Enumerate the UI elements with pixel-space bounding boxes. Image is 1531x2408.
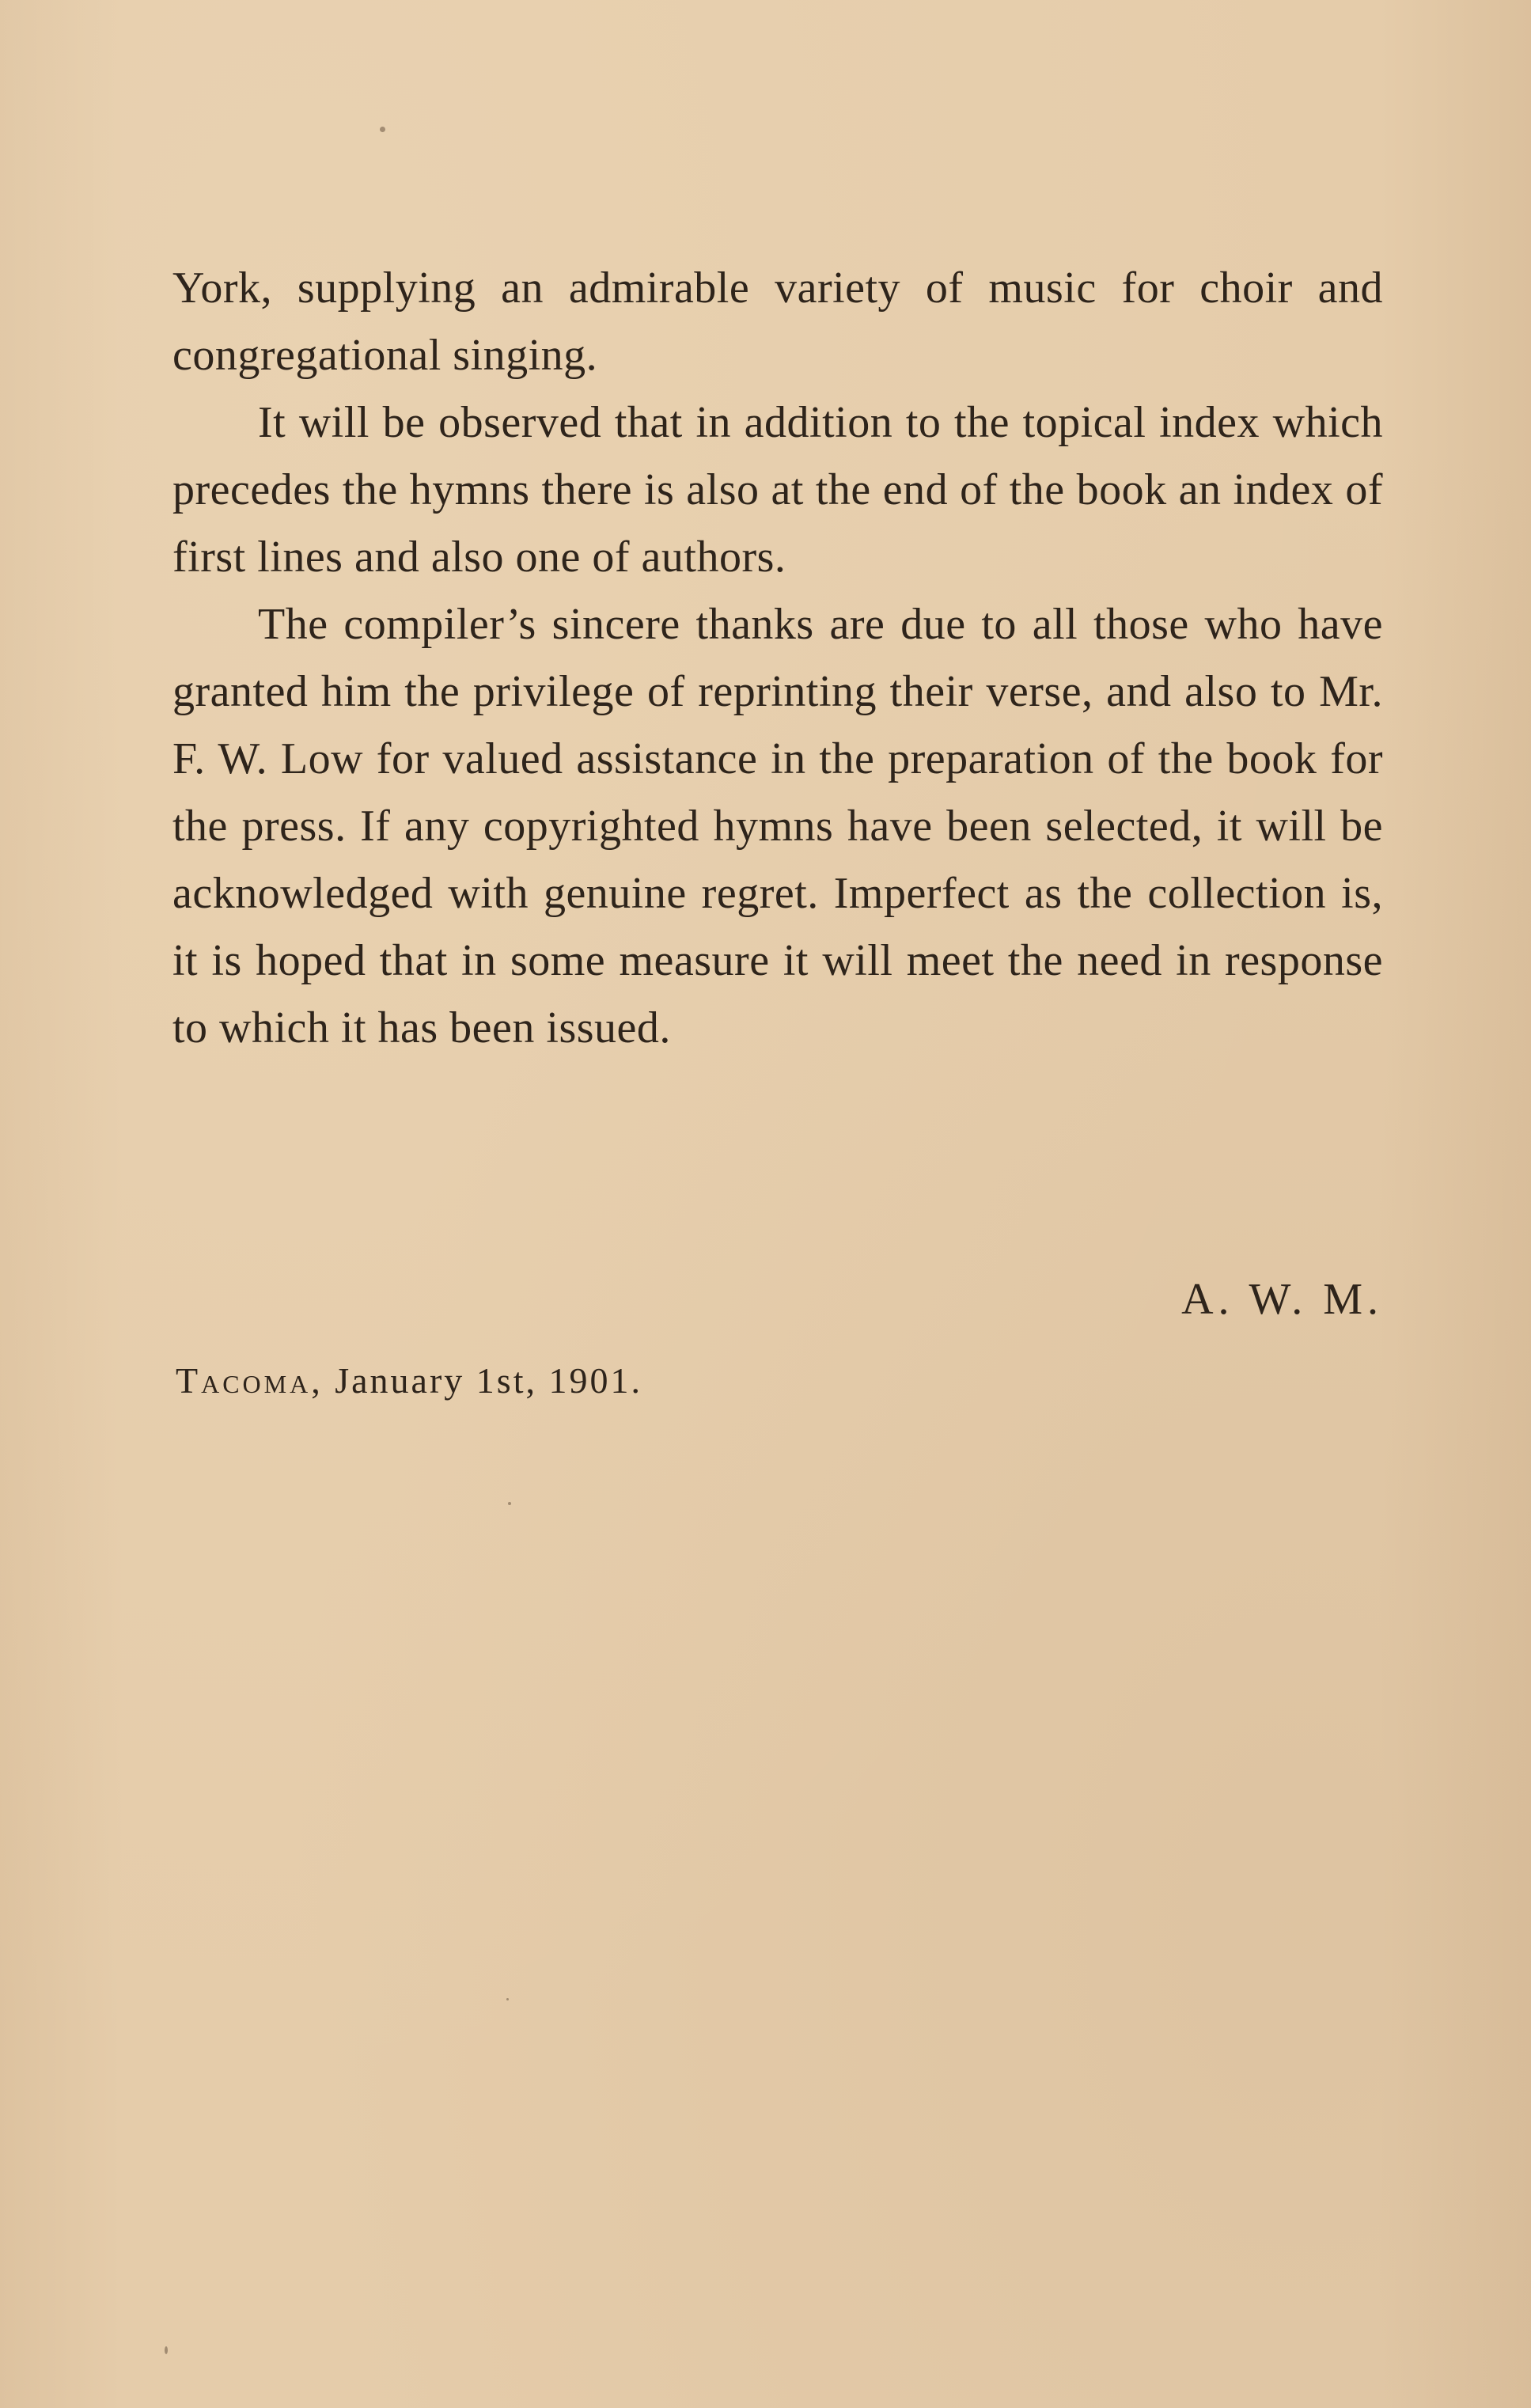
paper-speck <box>380 127 385 132</box>
date-line: January 1st, 1901. <box>335 1360 642 1401</box>
place-and-date <box>176 1353 642 1409</box>
place-name: Tacoma, <box>176 1360 324 1401</box>
paper-speck <box>165 2346 168 2354</box>
body-text <box>172 255 1383 1062</box>
paper-speck <box>506 1998 509 2000</box>
paper-speck <box>508 1502 511 1505</box>
paragraph-indexes: It will be observed that in addition to the topical index which precedes the hymns there is also at the end of the book an index of first lines and also one of authors. <box>172 398 1383 582</box>
paragraph-thanks: The compiler’s sincere thanks are due to all those who have granted him the privilege of reprinting their verse, and also to Mr. F. W. Low for valued assistance in the preparation of the book for the press. If any copyrighted hymns have been selected, it will be acknowledged with genuine regret. Imperfect as the collection is, it is hoped that in some measure it will meet the need in response to which it has been issued. <box>172 600 1383 1052</box>
author-initials: A. W. M. <box>1181 1275 1383 1324</box>
paragraph-continuation: York, supplying an admirable variety of music for choir and congregational singing. <box>172 264 1383 380</box>
